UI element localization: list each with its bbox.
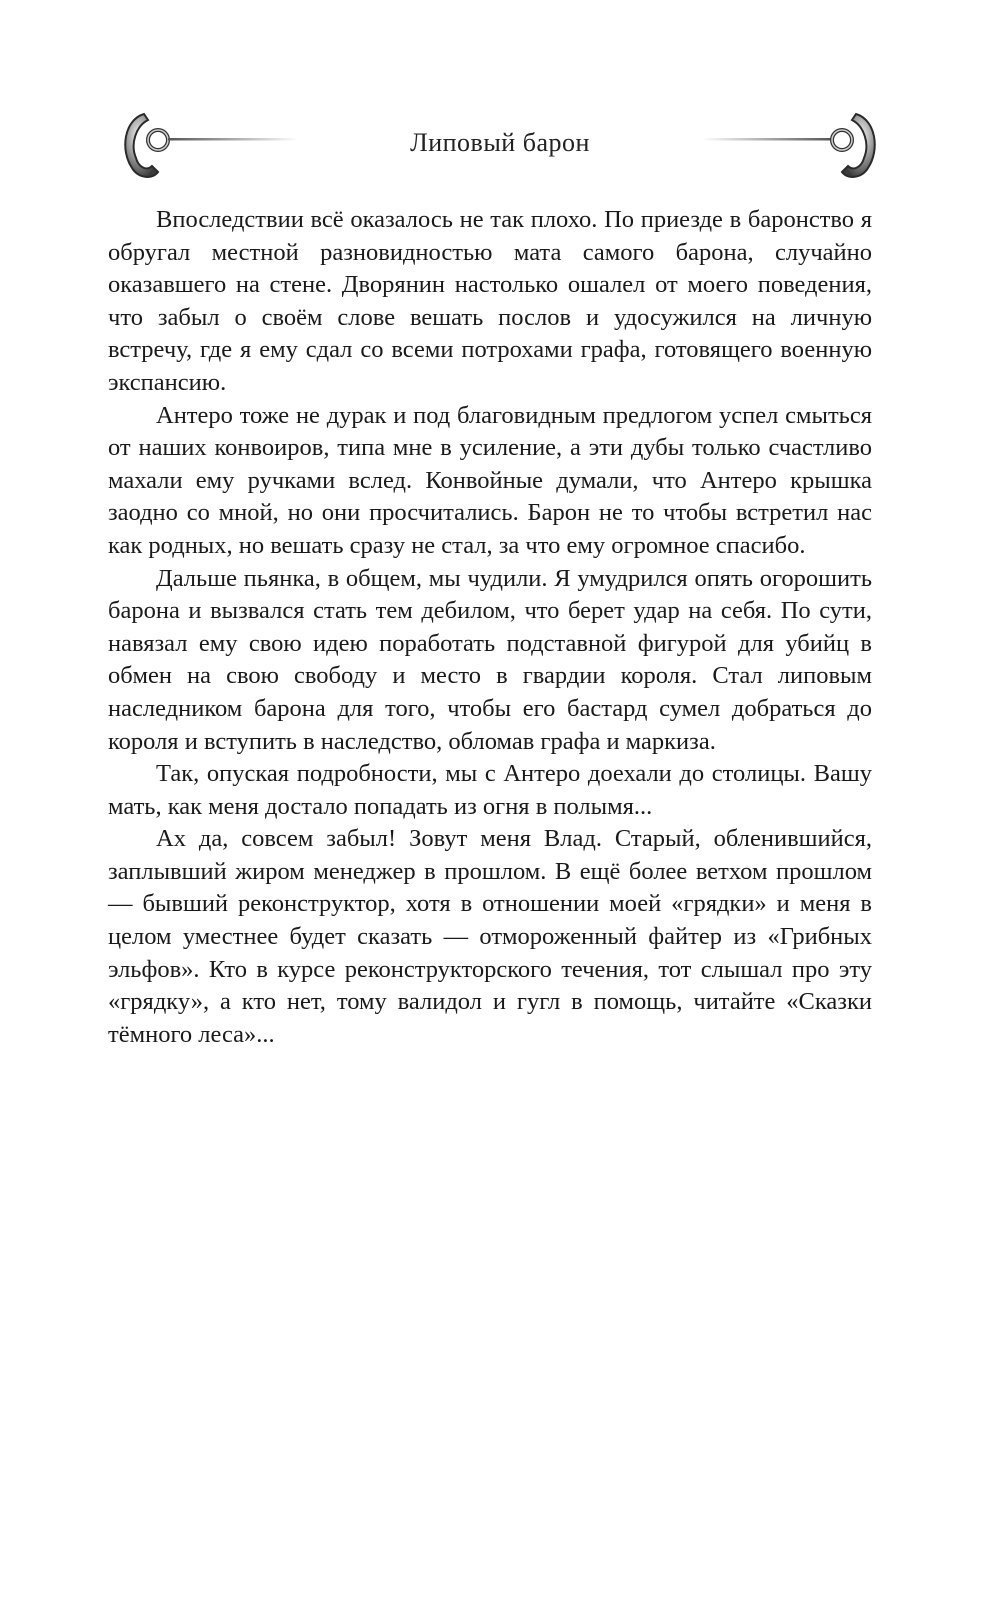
ring-ornament-icon	[702, 106, 882, 186]
running-title: Липовый барон	[410, 128, 590, 157]
paragraph: Так, опуская подробности, мы с Антеро доехали до столицы. Вашу мать, как меня достало попадать из огня в полымя...	[108, 760, 872, 820]
body-text	[108, 204, 872, 1051]
paragraph: Антеро тоже не дурак и под благовидным предлогом успел смыться от наших конвоиров, типа мне в усиление, а эти дубы только счастливо махали ему ручками вслед. Конвойные думали, что Антеро крышка заодно со мной, но они просчитались. Барон не то чтобы встретил нас как родных, но вешать сразу не стал, за что ему огромное спасибо.	[108, 401, 872, 559]
paragraph: Ах да, совсем забыл! Зовут меня Влад. Старый, обленившийся, заплывший жиром менеджер в прошлом. В ещё более ветхом прошлом — бывший реконструктор, хотя в отношении моей «грядки» и меня в целом уместнее будет сказать — отмороженный файтер из «Грибных эльфов». Кто в курсе реконструкторского течения, тот слышал про эту «грядку», а кто нет, тому валидол и гугл в помощь, читайте «Сказки тёмного леса»...	[108, 825, 872, 1048]
paragraph: Впоследствии всё оказалось не так плохо. По приезде в баронство я обругал местной разновидностью мата самого барона, случайно оказавшего на стене. Дворянин настолько ошалел от моего поведения, что забыл о своём слове вешать послов и удосужился на личную встречу, где я ему сдал со всеми потрохами графа, готовящего военную экспансию.	[108, 206, 872, 396]
paragraph: Дальше пьянка, в общем, мы чудили. Я умудрился опять огорошить барона и вызвался стать тем дебилом, что берет удар на себя. По сути, навязал ему свою идею поработать подставной фигурой для убийц в обмен на свою свободу и место в гвардии короля. Стал липовым наследником барона для того, чтобы его бастард сумел добраться до короля и вступить в наследство, обломав графа и маркиза.	[108, 564, 872, 755]
running-head	[0, 106, 1000, 186]
